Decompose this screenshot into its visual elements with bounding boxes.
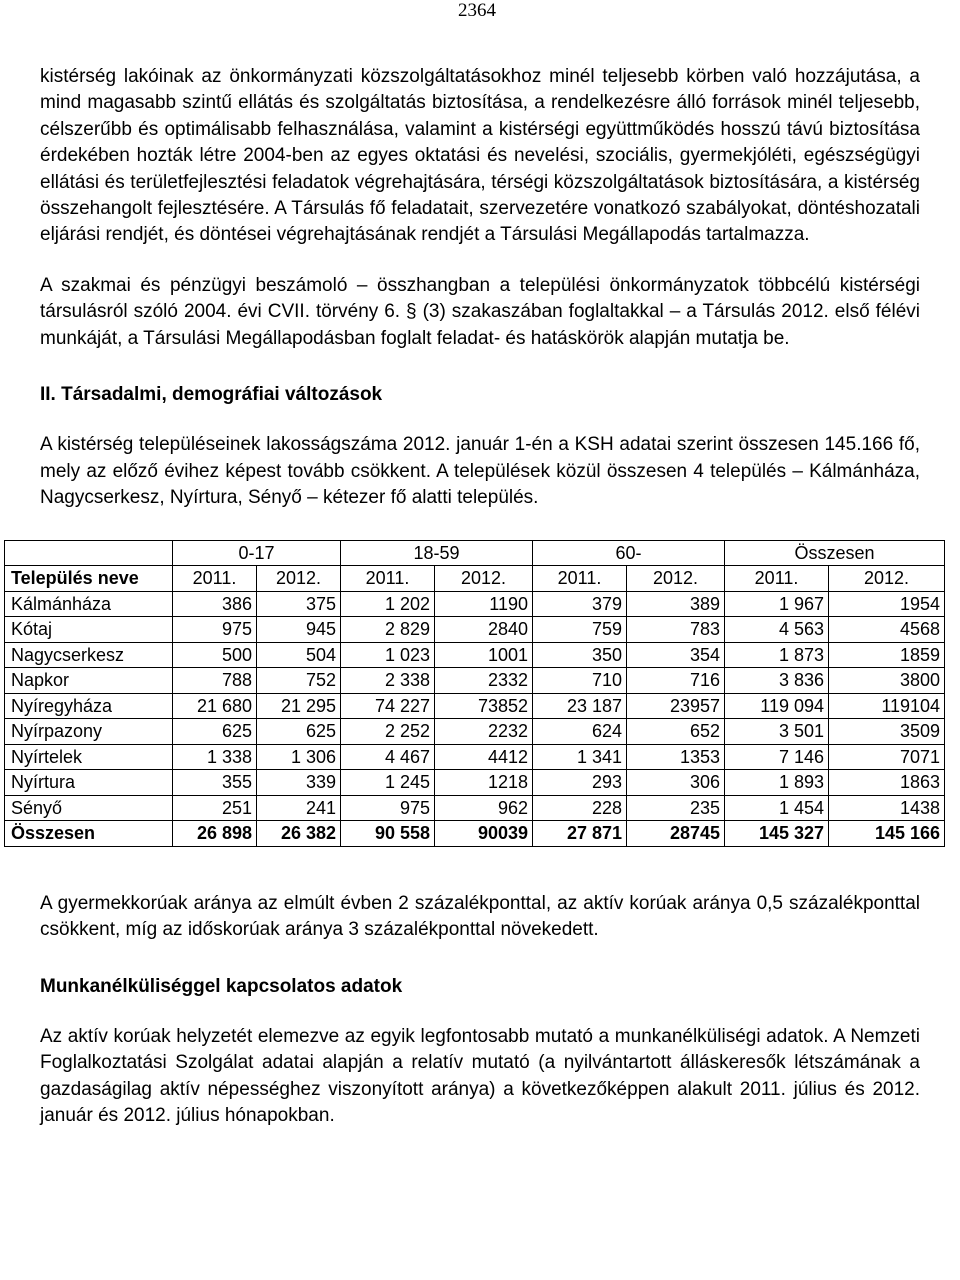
settlement-name-cell: Nagycserkesz <box>5 642 173 668</box>
group-header-18-59: 18-59 <box>341 540 533 566</box>
population-value-cell: 788 <box>173 668 257 694</box>
population-value-cell: 962 <box>435 795 533 821</box>
population-value-cell: 1 893 <box>725 770 829 796</box>
population-value-cell: 752 <box>257 668 341 694</box>
population-value-cell: 354 <box>627 642 725 668</box>
settlement-name-cell: Kálmánháza <box>5 591 173 617</box>
paragraph-population: A kistérség településeinek lakosságszáma 2012. január 1-én a KSH adatai szerint összesen 145.166 fő, mely az előző évihez képest tovább csökkent. A települések közül összesen 4 település – Kálmánháza, Nagycserkesz, Nyírtura, Sényő – kétezer fő alatti település. <box>40 434 920 509</box>
population-value-cell: 504 <box>257 642 341 668</box>
population-value-cell: 3800 <box>829 668 945 694</box>
table-row <box>5 770 945 796</box>
population-value-cell: 3 836 <box>725 668 829 694</box>
population-value-cell: 3509 <box>829 719 945 745</box>
population-value-cell: 23957 <box>627 693 725 719</box>
header-year: 2012. <box>627 566 725 592</box>
population-value-cell: 759 <box>533 617 627 643</box>
population-value-cell: 1 306 <box>257 744 341 770</box>
population-value-cell: 2840 <box>435 617 533 643</box>
population-value-cell: 119104 <box>829 693 945 719</box>
paragraph-report-scope: A szakmai és pénzügyi beszámoló – összhangban a települési önkormányzatok többcélú kistérségi társulásról szóló 2004. évi CVII. törvény 6. § (3) szakaszában foglaltakkal – a Társulás 2012. első félévi munkáját, a Társulási Megállapodásban foglalt feladat- és hatáskörök alapján mutatja be. <box>40 274 920 349</box>
population-value-cell: 379 <box>533 591 627 617</box>
table-row <box>5 719 945 745</box>
population-value-cell: 1218 <box>435 770 533 796</box>
table-body <box>5 591 945 846</box>
settlement-name-cell: Napkor <box>5 668 173 694</box>
population-value-cell: 945 <box>257 617 341 643</box>
population-value-cell: 1 454 <box>725 795 829 821</box>
population-value-cell: 652 <box>627 719 725 745</box>
population-value-cell: 716 <box>627 668 725 694</box>
population-value-cell: 1 245 <box>341 770 435 796</box>
population-value-cell: 1 341 <box>533 744 627 770</box>
table-group-header-row <box>5 540 945 566</box>
population-value-cell: 2 829 <box>341 617 435 643</box>
population-value-cell: 1863 <box>829 770 945 796</box>
population-value-cell: 27 871 <box>533 821 627 847</box>
page-number: 2364 <box>458 0 496 21</box>
settlement-name-cell: Nyírtura <box>5 770 173 796</box>
population-value-cell: 355 <box>173 770 257 796</box>
header-year: 2012. <box>829 566 945 592</box>
population-value-cell: 73852 <box>435 693 533 719</box>
table-year-header-row <box>5 566 945 592</box>
population-value-cell: 28745 <box>627 821 725 847</box>
population-value-cell: 21 295 <box>257 693 341 719</box>
population-value-cell: 1859 <box>829 642 945 668</box>
population-value-cell: 293 <box>533 770 627 796</box>
table-row <box>5 693 945 719</box>
population-value-cell: 1353 <box>627 744 725 770</box>
population-value-cell: 2232 <box>435 719 533 745</box>
population-value-cell: 23 187 <box>533 693 627 719</box>
population-value-cell: 975 <box>173 617 257 643</box>
population-value-cell: 1954 <box>829 591 945 617</box>
paragraph-age-ratio: A gyermekkorúak aránya az elmúlt évben 2 százalékponttal, az aktív korúak aránya 0,5 százalékponttal csökkent, míg az időskorúak aránya 3 százalékponttal növekedett. <box>40 892 920 941</box>
population-value-cell: 1 873 <box>725 642 829 668</box>
population-value-cell: 145 166 <box>829 821 945 847</box>
paragraph-association-intro: kistérség lakóinak az önkormányzati közszolgáltatásokhoz minél teljesebb körben való hozzájutása, a mind magasabb szintű ellátás és szolgáltatás biztosítása, a rendelkezésre álló források minél teljesebb, célszerűbb és optimálisabb felhasználása, valamint a kistérségi együttműködés hosszú távú biztosítása érdekében hozták létre 2004-ben az egyes oktatási és nevelési, szociális, gyermekjóléti, egészségügyi ellátási és területfejlesztési feladatok végrehajtására, térségi közszolgáltatások biztosítására, a kistérség összehangolt fejlesztésére. A Társulás fő feladatait, szervezetére vonatkozó szabályokat, döntéshozatali eljárási rendjét, és döntései végrehajtásának rendjét a Társulási Megállapodás tartalmazza. <box>40 66 920 246</box>
population-value-cell: 625 <box>257 719 341 745</box>
group-header-0-17: 0-17 <box>173 540 341 566</box>
population-value-cell: 1 338 <box>173 744 257 770</box>
population-value-cell: 624 <box>533 719 627 745</box>
population-value-cell: 4412 <box>435 744 533 770</box>
population-value-cell: 1 202 <box>341 591 435 617</box>
table-row <box>5 744 945 770</box>
header-year: 2011. <box>725 566 829 592</box>
header-year: 2012. <box>435 566 533 592</box>
population-value-cell: 710 <box>533 668 627 694</box>
population-value-cell: 145 327 <box>725 821 829 847</box>
settlement-name-cell: Nyírtelek <box>5 744 173 770</box>
population-value-cell: 74 227 <box>341 693 435 719</box>
population-value-cell: 975 <box>341 795 435 821</box>
population-value-cell: 4 467 <box>341 744 435 770</box>
table-row <box>5 795 945 821</box>
population-value-cell: 339 <box>257 770 341 796</box>
population-value-cell: 1001 <box>435 642 533 668</box>
population-value-cell: 783 <box>627 617 725 643</box>
settlement-name-cell: Összesen <box>5 821 173 847</box>
population-value-cell: 500 <box>173 642 257 668</box>
table-corner-cell <box>5 540 173 566</box>
section-heading-unemployment: Munkanélküliséggel kapcsolatos adatok <box>40 975 403 997</box>
population-value-cell: 4568 <box>829 617 945 643</box>
header-year: 2011. <box>341 566 435 592</box>
population-value-cell: 235 <box>627 795 725 821</box>
population-value-cell: 7 146 <box>725 744 829 770</box>
table-row <box>5 642 945 668</box>
population-value-cell: 2 252 <box>341 719 435 745</box>
population-value-cell: 4 563 <box>725 617 829 643</box>
population-value-cell: 119 094 <box>725 693 829 719</box>
table-row <box>5 617 945 643</box>
population-value-cell: 21 680 <box>173 693 257 719</box>
table-row <box>5 591 945 617</box>
population-value-cell: 1438 <box>829 795 945 821</box>
population-value-cell: 1190 <box>435 591 533 617</box>
population-value-cell: 1 967 <box>725 591 829 617</box>
table-row <box>5 668 945 694</box>
settlement-name-cell: Nyíregyháza <box>5 693 173 719</box>
population-table <box>4 540 945 847</box>
settlement-name-cell: Sényő <box>5 795 173 821</box>
header-year: 2011. <box>533 566 627 592</box>
population-value-cell: 1 023 <box>341 642 435 668</box>
population-value-cell: 625 <box>173 719 257 745</box>
population-value-cell: 2332 <box>435 668 533 694</box>
population-value-cell: 375 <box>257 591 341 617</box>
population-value-cell: 306 <box>627 770 725 796</box>
population-value-cell: 2 338 <box>341 668 435 694</box>
header-settlement-name: Település neve <box>5 566 173 592</box>
population-value-cell: 90039 <box>435 821 533 847</box>
population-value-cell: 389 <box>627 591 725 617</box>
header-year: 2011. <box>173 566 257 592</box>
population-value-cell: 90 558 <box>341 821 435 847</box>
group-header-60: 60- <box>533 540 725 566</box>
population-value-cell: 3 501 <box>725 719 829 745</box>
population-value-cell: 251 <box>173 795 257 821</box>
header-year: 2012. <box>257 566 341 592</box>
population-value-cell: 26 898 <box>173 821 257 847</box>
population-value-cell: 241 <box>257 795 341 821</box>
population-value-cell: 7071 <box>829 744 945 770</box>
document-body <box>11 64 941 1130</box>
population-value-cell: 350 <box>533 642 627 668</box>
table-total-row <box>5 821 945 847</box>
settlement-name-cell: Kótaj <box>5 617 173 643</box>
section-heading-demography: II. Társadalmi, demográfiai változások <box>40 384 383 406</box>
population-value-cell: 228 <box>533 795 627 821</box>
group-header-total: Összesen <box>725 540 945 566</box>
settlement-name-cell: Nyírpazony <box>5 719 173 745</box>
paragraph-unemployment: Az aktív korúak helyzetét elemezve az egyik legfontosabb mutató a munkanélküliségi adatok. A Nemzeti Foglalkoztatási Szolgálat adatai alapján a relatív mutató (a nyilvántartott álláskeresők létszámának a gazdaságilag aktív népességhez viszonyított aránya) a következőképpen alakult 2011. július és 2012. január és 2012. július hónapokban. <box>40 1025 920 1127</box>
population-value-cell: 26 382 <box>257 821 341 847</box>
population-value-cell: 386 <box>173 591 257 617</box>
